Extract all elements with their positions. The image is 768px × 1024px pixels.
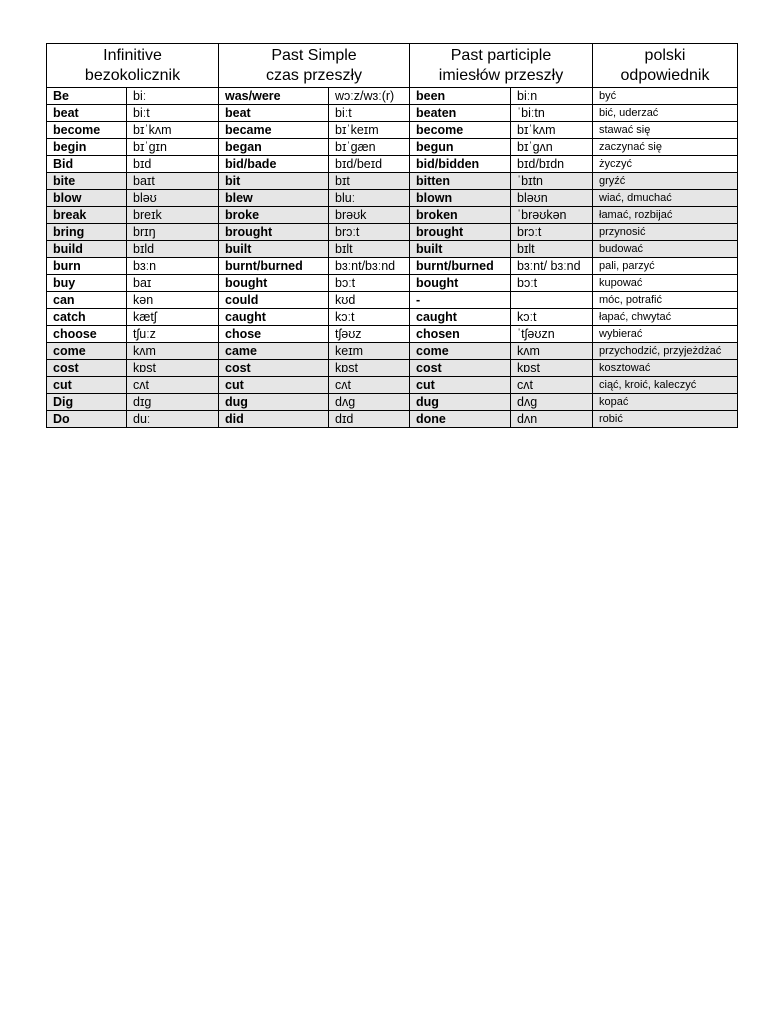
infinitive-cell: come bbox=[47, 343, 127, 360]
infinitive-cell: bring bbox=[47, 224, 127, 241]
infinitive-cell: can bbox=[47, 292, 127, 309]
past-simple-ipa-cell: biːt bbox=[329, 105, 410, 122]
infinitive-ipa-cell: duː bbox=[127, 411, 219, 428]
past-simple-cell: broke bbox=[219, 207, 329, 224]
table-row bbox=[47, 224, 738, 241]
polish-translation-cell: móc, potrafić bbox=[593, 292, 738, 309]
infinitive-ipa-cell: tʃuːz bbox=[127, 326, 219, 343]
infinitive-ipa-cell: kən bbox=[127, 292, 219, 309]
past-participle-ipa-cell bbox=[511, 292, 593, 309]
table-row bbox=[47, 309, 738, 326]
infinitive-ipa-cell: biːt bbox=[127, 105, 219, 122]
infinitive-cell: choose bbox=[47, 326, 127, 343]
past-simple-ipa-cell: keɪm bbox=[329, 343, 410, 360]
past-participle-cell: brought bbox=[410, 224, 511, 241]
header-polish-line2: odpowiednik bbox=[620, 66, 710, 84]
infinitive-cell: buy bbox=[47, 275, 127, 292]
polish-translation-cell: kupować bbox=[593, 275, 738, 292]
past-participle-ipa-cell: bɪˈɡʌn bbox=[511, 139, 593, 156]
past-participle-cell: cut bbox=[410, 377, 511, 394]
past-participle-cell: dug bbox=[410, 394, 511, 411]
infinitive-cell: blow bbox=[47, 190, 127, 207]
table-body bbox=[47, 88, 738, 428]
past-participle-ipa-cell: ˈbɪtn bbox=[511, 173, 593, 190]
past-simple-cell: brought bbox=[219, 224, 329, 241]
polish-translation-cell: być bbox=[593, 88, 738, 105]
header-polish bbox=[593, 44, 738, 88]
infinitive-ipa-cell: kætʃ bbox=[127, 309, 219, 326]
past-simple-ipa-cell: wɔːz/wɜː(r) bbox=[329, 88, 410, 105]
polish-translation-cell: budować bbox=[593, 241, 738, 258]
past-participle-cell: chosen bbox=[410, 326, 511, 343]
past-participle-cell: done bbox=[410, 411, 511, 428]
header-past-participle-pl: imiesłów przeszły bbox=[438, 66, 564, 84]
past-participle-ipa-cell: bɜːnt/ bɜːnd bbox=[511, 258, 593, 275]
past-simple-cell: came bbox=[219, 343, 329, 360]
infinitive-ipa-cell: baɪ bbox=[127, 275, 219, 292]
polish-translation-cell: przynosić bbox=[593, 224, 738, 241]
infinitive-ipa-cell: bɜːn bbox=[127, 258, 219, 275]
infinitive-cell: begin bbox=[47, 139, 127, 156]
infinitive-ipa-cell: bɪd bbox=[127, 156, 219, 173]
past-simple-ipa-cell: bɪd/beɪd bbox=[329, 156, 410, 173]
polish-translation-cell: wiać, dmuchać bbox=[593, 190, 738, 207]
table-row bbox=[47, 394, 738, 411]
past-simple-ipa-cell: brɔːt bbox=[329, 224, 410, 241]
past-simple-ipa-cell: bɜːnt/bɜːnd bbox=[329, 258, 410, 275]
table-row bbox=[47, 105, 738, 122]
past-simple-cell: burnt/burned bbox=[219, 258, 329, 275]
header-past-participle-en: Past participle bbox=[450, 46, 552, 64]
past-participle-cell: been bbox=[410, 88, 511, 105]
past-participle-cell: become bbox=[410, 122, 511, 139]
past-participle-ipa-cell: brɔːt bbox=[511, 224, 593, 241]
polish-translation-cell: łapać, chwytać bbox=[593, 309, 738, 326]
header-infinitive-en: Infinitive bbox=[103, 46, 162, 64]
past-participle-cell: cost bbox=[410, 360, 511, 377]
past-participle-cell: beaten bbox=[410, 105, 511, 122]
past-simple-ipa-cell: bɪt bbox=[329, 173, 410, 190]
past-simple-ipa-cell: cʌt bbox=[329, 377, 410, 394]
infinitive-ipa-cell: dɪɡ bbox=[127, 394, 219, 411]
past-simple-cell: was/were bbox=[219, 88, 329, 105]
past-participle-ipa-cell: bɪˈkʌm bbox=[511, 122, 593, 139]
past-simple-cell: cut bbox=[219, 377, 329, 394]
infinitive-cell: build bbox=[47, 241, 127, 258]
infinitive-ipa-cell: cʌt bbox=[127, 377, 219, 394]
infinitive-cell: Do bbox=[47, 411, 127, 428]
past-participle-cell: burnt/burned bbox=[410, 258, 511, 275]
past-participle-cell: begun bbox=[410, 139, 511, 156]
table-row bbox=[47, 190, 738, 207]
infinitive-ipa-cell: baɪt bbox=[127, 173, 219, 190]
infinitive-ipa-cell: kʌm bbox=[127, 343, 219, 360]
infinitive-ipa-cell: bɪˈɡɪn bbox=[127, 139, 219, 156]
past-participle-cell: bought bbox=[410, 275, 511, 292]
table-row bbox=[47, 343, 738, 360]
table-row bbox=[47, 88, 738, 105]
past-participle-cell: come bbox=[410, 343, 511, 360]
past-simple-ipa-cell: tʃəʊz bbox=[329, 326, 410, 343]
header-past-simple bbox=[219, 44, 410, 88]
infinitive-cell: catch bbox=[47, 309, 127, 326]
past-simple-cell: bid/bade bbox=[219, 156, 329, 173]
infinitive-cell: bite bbox=[47, 173, 127, 190]
table-row bbox=[47, 241, 738, 258]
past-participle-ipa-cell: dʌn bbox=[511, 411, 593, 428]
past-participle-ipa-cell: kɔːt bbox=[511, 309, 593, 326]
header-infinitive-pl: bezokolicznik bbox=[84, 66, 181, 84]
infinitive-ipa-cell: brɪŋ bbox=[127, 224, 219, 241]
polish-translation-cell: łamać, rozbijać bbox=[593, 207, 738, 224]
past-simple-cell: beat bbox=[219, 105, 329, 122]
past-simple-ipa-cell: bɪlt bbox=[329, 241, 410, 258]
table-row bbox=[47, 139, 738, 156]
polish-translation-cell: kosztować bbox=[593, 360, 738, 377]
infinitive-cell: Dig bbox=[47, 394, 127, 411]
polish-translation-cell: zaczynać się bbox=[593, 139, 738, 156]
polish-translation-cell: pali, parzyć bbox=[593, 258, 738, 275]
past-participle-ipa-cell: kʌm bbox=[511, 343, 593, 360]
polish-translation-cell: stawać się bbox=[593, 122, 738, 139]
past-simple-cell: did bbox=[219, 411, 329, 428]
polish-translation-cell: kopać bbox=[593, 394, 738, 411]
past-simple-cell: began bbox=[219, 139, 329, 156]
past-participle-ipa-cell: ˈtʃəʊzn bbox=[511, 326, 593, 343]
past-simple-ipa-cell: kɒst bbox=[329, 360, 410, 377]
irregular-verbs-table bbox=[46, 43, 738, 428]
infinitive-cell: cut bbox=[47, 377, 127, 394]
header-infinitive bbox=[47, 44, 219, 88]
infinitive-cell: become bbox=[47, 122, 127, 139]
past-simple-cell: dug bbox=[219, 394, 329, 411]
past-participle-cell: broken bbox=[410, 207, 511, 224]
past-simple-ipa-cell: dʌɡ bbox=[329, 394, 410, 411]
past-simple-ipa-cell: bɪˈɡæn bbox=[329, 139, 410, 156]
infinitive-cell: break bbox=[47, 207, 127, 224]
past-simple-cell: built bbox=[219, 241, 329, 258]
past-simple-ipa-cell: bluː bbox=[329, 190, 410, 207]
past-simple-cell: bit bbox=[219, 173, 329, 190]
infinitive-ipa-cell: breɪk bbox=[127, 207, 219, 224]
past-simple-cell: blew bbox=[219, 190, 329, 207]
table-row bbox=[47, 292, 738, 309]
table-row bbox=[47, 156, 738, 173]
past-participle-ipa-cell: biːn bbox=[511, 88, 593, 105]
past-participle-ipa-cell: ˈbrəʊkən bbox=[511, 207, 593, 224]
polish-translation-cell: życzyć bbox=[593, 156, 738, 173]
infinitive-cell: Bid bbox=[47, 156, 127, 173]
table-row bbox=[47, 275, 738, 292]
table-row bbox=[47, 411, 738, 428]
infinitive-cell: cost bbox=[47, 360, 127, 377]
past-participle-ipa-cell: ˈbiːtn bbox=[511, 105, 593, 122]
infinitive-ipa-cell: bɪld bbox=[127, 241, 219, 258]
infinitive-cell: burn bbox=[47, 258, 127, 275]
polish-translation-cell: wybierać bbox=[593, 326, 738, 343]
table-row bbox=[47, 326, 738, 343]
past-participle-ipa-cell: cʌt bbox=[511, 377, 593, 394]
past-participle-ipa-cell: bɪlt bbox=[511, 241, 593, 258]
past-participle-ipa-cell: bləʊn bbox=[511, 190, 593, 207]
past-simple-cell: cost bbox=[219, 360, 329, 377]
past-simple-cell: caught bbox=[219, 309, 329, 326]
header-past-participle bbox=[410, 44, 593, 88]
past-participle-cell: bid/bidden bbox=[410, 156, 511, 173]
infinitive-cell: Be bbox=[47, 88, 127, 105]
past-participle-cell: caught bbox=[410, 309, 511, 326]
past-simple-ipa-cell: kɔːt bbox=[329, 309, 410, 326]
past-simple-cell: bought bbox=[219, 275, 329, 292]
infinitive-ipa-cell: bləʊ bbox=[127, 190, 219, 207]
table-row bbox=[47, 122, 738, 139]
past-participle-cell: built bbox=[410, 241, 511, 258]
past-simple-ipa-cell: dɪd bbox=[329, 411, 410, 428]
past-participle-ipa-cell: bɪd/bɪdn bbox=[511, 156, 593, 173]
past-participle-cell: - bbox=[410, 292, 511, 309]
past-simple-ipa-cell: bɔːt bbox=[329, 275, 410, 292]
infinitive-ipa-cell: biː bbox=[127, 88, 219, 105]
infinitive-ipa-cell: kɒst bbox=[127, 360, 219, 377]
past-simple-ipa-cell: brəʊk bbox=[329, 207, 410, 224]
past-participle-ipa-cell: bɔːt bbox=[511, 275, 593, 292]
infinitive-cell: beat bbox=[47, 105, 127, 122]
table-row bbox=[47, 377, 738, 394]
table-row bbox=[47, 258, 738, 275]
table-row bbox=[47, 360, 738, 377]
past-participle-ipa-cell: dʌɡ bbox=[511, 394, 593, 411]
past-simple-cell: could bbox=[219, 292, 329, 309]
polish-translation-cell: gryźć bbox=[593, 173, 738, 190]
polish-translation-cell: przychodzić, przyjeżdżać bbox=[593, 343, 738, 360]
past-simple-cell: chose bbox=[219, 326, 329, 343]
polish-translation-cell: ciąć, kroić, kaleczyć bbox=[593, 377, 738, 394]
infinitive-ipa-cell: bɪˈkʌm bbox=[127, 122, 219, 139]
table-row bbox=[47, 173, 738, 190]
past-participle-cell: blown bbox=[410, 190, 511, 207]
polish-translation-cell: robić bbox=[593, 411, 738, 428]
polish-translation-cell: bić, uderzać bbox=[593, 105, 738, 122]
table-header-row bbox=[47, 44, 738, 88]
table-row bbox=[47, 207, 738, 224]
past-simple-ipa-cell: kʊd bbox=[329, 292, 410, 309]
header-past-simple-pl: czas przeszły bbox=[265, 66, 363, 84]
past-participle-ipa-cell: kɒst bbox=[511, 360, 593, 377]
past-participle-cell: bitten bbox=[410, 173, 511, 190]
header-past-simple-en: Past Simple bbox=[271, 46, 357, 64]
header-polish-line1: polski bbox=[644, 46, 686, 64]
past-simple-ipa-cell: bɪˈkeɪm bbox=[329, 122, 410, 139]
past-simple-cell: became bbox=[219, 122, 329, 139]
